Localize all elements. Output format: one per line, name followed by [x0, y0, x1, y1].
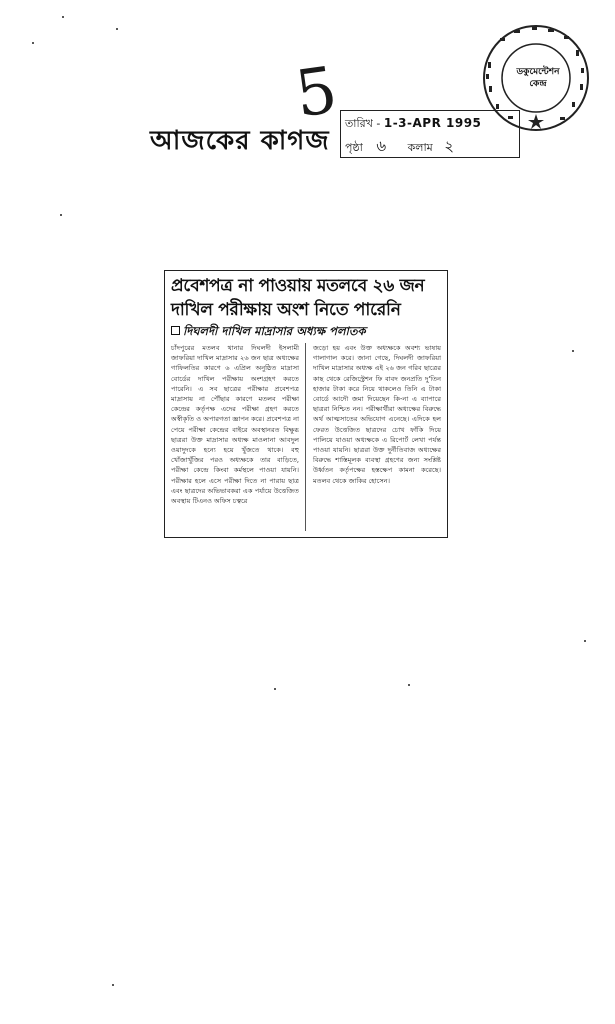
- docket-column-label: কলাম: [407, 141, 433, 154]
- headline-line-1: প্রবেশপত্র না পাওয়ায় মতলবে ২৬ জন: [171, 276, 425, 296]
- scan-speck: [572, 350, 574, 352]
- newspaper-name: আজকের কাগজ: [150, 126, 330, 156]
- seal-center-line1: ডকুমেন্টেশন: [516, 67, 560, 77]
- scan-speck: [32, 42, 34, 44]
- seal-center-line2: কেন্দ্র: [529, 79, 547, 89]
- newspaper-clipping: [164, 270, 448, 538]
- subheadline: [171, 323, 366, 342]
- docket-column-value: ২: [444, 137, 455, 155]
- scan-speck: [274, 688, 276, 690]
- docket-date-label: তারিখ: [345, 117, 373, 130]
- scan-speck: [112, 984, 114, 986]
- article-column-left-text: চাঁদপুরের মতলব থানার দিঘলদী ইসলামী জাফরিয়া দাখিল মাদ্রাসার ২৬ জন ছাত্র অধ্যক্ষের গাফিলতির কারণে ৬ এপ্রিল অনুষ্ঠিত মাদ্রাসা বোর্ডের দাখিল পরীক্ষায় অংশগ্রহণ করতে পারেনি। এ সব ছাত্রের পরীক্ষার প্রবেশপত্র মাদ্রাসায় না পৌঁছার কারণে মতলব পরীক্ষা কেন্দ্রের কর্তৃপক্ষ এদের পরীক্ষা গ্রহণ করতে অস্বীকৃতি ও অপারগতা জ্ঞাপন করে। প্রবেশপত্র না পেয়ে পরীক্ষা কেন্দ্রের বাইরে অবস্থানরত বিক্ষুব্ধ ছাত্ররা উক্ত মাদ্রাসার অধ্যক্ষ মাওলানা আবদুল ওয়াদুদকে হন্যে হয়ে খুঁজতে থাকে। বহু খোঁজাখুঁজির পরও অধ্যক্ষকে তার বাড়িতে, পরীক্ষা কেন্দ্রে কিংবা কর্মস্থলে পাওয়া যায়নি। পরীক্ষার হলে এসে পরীক্ষা দিতে না পারায় ছাত্র এবং ছাত্রদের অভিভাবকরা এক পর্যায়ে উত্তেজিত অবস্থায় টিএনও অফিস চত্বরে: [171, 344, 299, 506]
- documentation-center-seal: [480, 22, 592, 134]
- docket-page-value: ৬: [376, 137, 387, 155]
- scan-speck: [408, 684, 410, 686]
- headline-line-2: দাখিল পরীক্ষায় অংশ নিতে পারেনি: [171, 300, 401, 320]
- docket-page-label: পৃষ্ঠা: [345, 141, 363, 154]
- subheadline-text: দিঘলদী দাখিল মাদ্রাসার অধ্যক্ষ পলাতক: [183, 324, 366, 338]
- article-column-left: [171, 343, 299, 506]
- column-divider: [305, 343, 306, 531]
- docket-page-row: [345, 135, 454, 160]
- docket-date-value: 1-3-APR 1995: [383, 116, 482, 130]
- scan-speck: [116, 28, 118, 30]
- scan-speck: [62, 16, 64, 18]
- scan-speck: [60, 214, 62, 216]
- article-column-right: [313, 343, 441, 486]
- handwritten-page-number: 5: [291, 53, 342, 133]
- article-column-right-text: জড়ো হয় এবং উক্ত অধ্যক্ষকে অবশ্য ভাষায় গালাগাল করে। জানা গেছে, দিঘলদী জাফরিয়া দাখিল মাদ্রাসার অধ্যক্ষ এই ২৬ জন গরিব ছাত্রের কাছ থেকে রেজিস্ট্রেশন ফি বাবদ জনপ্রতি দু'তিন হাজার টাকা করে নিয়ে থাকলেও তিনি এ টাকা বোর্ডে আদৌ জমা দিয়েছেন কি-না এ ব্যাপারে ছাত্ররা নিশ্চিত নন। পরীক্ষার্থীরা অধ্যক্ষের বিরুদ্ধে অর্থ আত্মসাতের অভিযোগ এনেছে। এদিকে হল ফেরত উত্তেজিত ছাত্রদের চোখ ফাঁকি দিয়ে পালিয়ে যাওয়া অধ্যক্ষকে এ রিপোর্ট লেখা পর্যন্ত পাওয়া যায়নি। ছাত্ররা উক্ত দুর্নীতিবাজ অধ্যক্ষের বিরুদ্ধে শাস্তিমূলক ব্যবস্থা গ্রহণের জন্য সংশ্লিষ্ট উর্ধ্বতন কর্তৃপক্ষের হস্তক্ষেপ কামনা করেছে। মতলব থেকে জাকির হোসেন।: [313, 344, 441, 485]
- docket-date-row: তারিখ - 1-3-APR 1995: [345, 116, 482, 130]
- bullet-box-icon: [171, 326, 180, 335]
- scan-speck: [584, 640, 586, 642]
